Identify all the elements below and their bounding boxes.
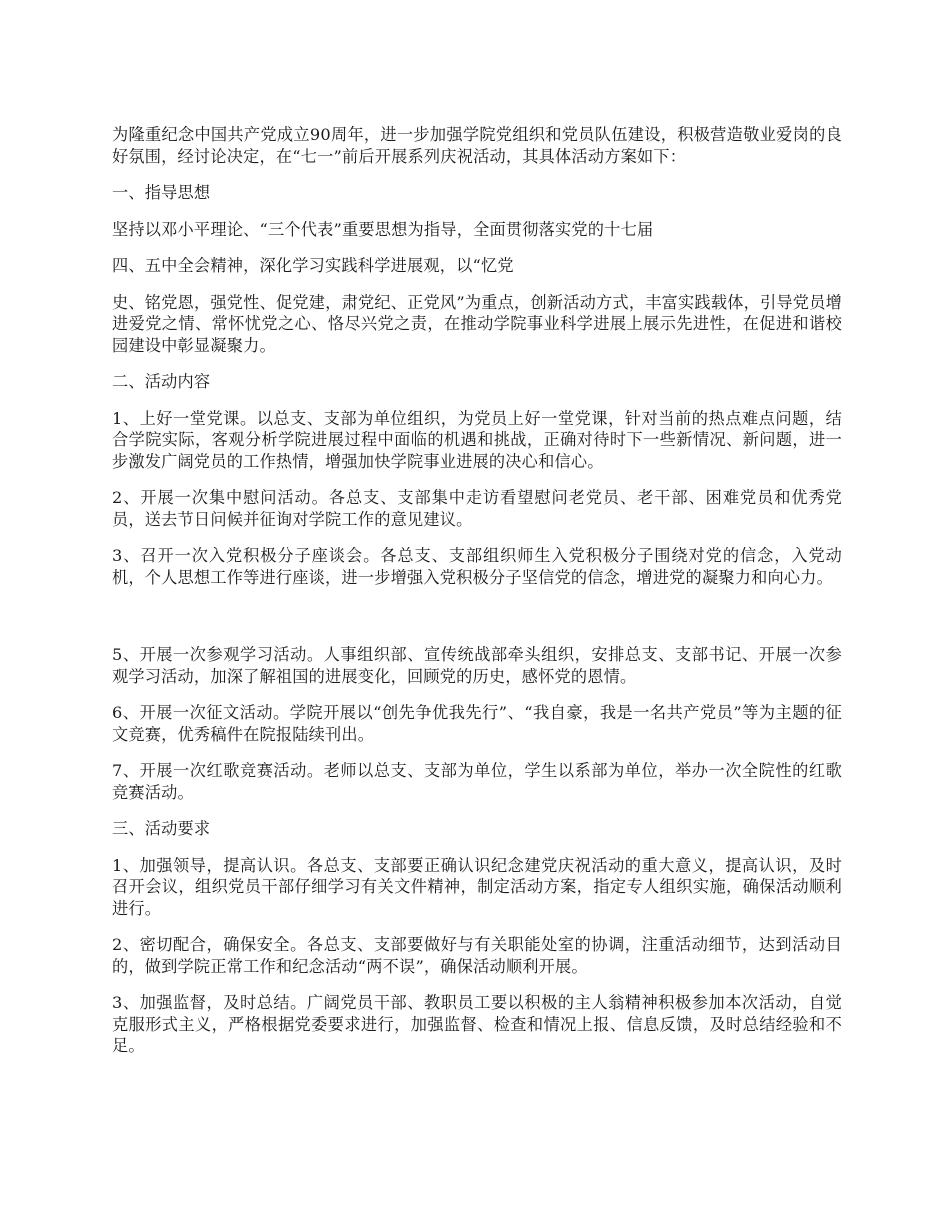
section-heading-activity-requirements: 三、活动要求	[112, 819, 211, 838]
document-body	[112, 124, 842, 1072]
list-item: 5、开展一次参观学习活动。人事组织部、宣传统战部牵头组织，安排总支、支部书记、开展一次参观学习活动，加深了解祖国的进展变化，回顾党的历史，感怀党的恩情。	[112, 645, 842, 686]
list-item: 1、上好一堂党课。以总支、支部为单位组织，为党员上好一堂党课，针对当前的热点难点问题，结合学院实际，客观分析学院进展过程中面临的机遇和挑战，正确对待时下一些新情况、新问题，进一步激发广阔党员的工作热情，增强加快学院事业进展的决心和信心。	[112, 408, 842, 471]
list-item: 2、开展一次集中慰问活动。各总支、支部集中走访看望慰问老党员、老干部、困难党员和优秀党员，送去节日问候并征询对学院工作的意见建议。	[112, 488, 842, 529]
list-item: 7、开展一次红歌竞赛活动。老师以总支、支部为单位，学生以系部为单位，举办一次全院性的红歌竞赛活动。	[112, 761, 842, 802]
list-item: 3、召开一次入党积极分子座谈会。各总支、支部组织师生入党积极分子围绕对党的信念，入党动机，个人思想工作等进行座谈，进一步增强入党积极分子坚信党的信念，增进党的凝聚力和向心力。	[112, 546, 842, 587]
section-heading-activity-content: 二、活动内容	[112, 372, 211, 391]
paragraph: 坚持以邓小平理论、“三个代表”重要思想为指导，全面贯彻落实党的十七届	[112, 219, 654, 239]
paragraph: 四、五中全会精神，深化学习实践科学进展观，以“忆党	[112, 256, 514, 275]
list-item: 1、加强领导，提高认识。各总支、支部要正确认识纪念建党庆祝活动的重大意义，提高认识，及时召开会议，组织党员干部仔细学习有关文件精神，制定活动方案，指定专人组织实施，确保活动顺利进行。	[112, 855, 842, 918]
list-item: 2、密切配合，确保安全。各总支、支部要做好与有关职能处室的协调，注重活动细节，达到活动目的，做到学院正常工作和纪念活动“两不误”，确保活动顺利开展。	[112, 935, 842, 976]
section-heading-guiding-ideology: 一、指导思想	[112, 183, 211, 202]
blank-gap	[112, 603, 842, 644]
intro-paragraph: 为隆重纪念中国共产党成立90周年，进一步加强学院党组织和党员队伍建设，积极营造敬业爱岗的良好氛围，经讨论决定，在“七一”前后开展系列庆祝活动，其具体活动方案如下：	[112, 125, 842, 166]
list-item: 6、开展一次征文活动。学院开展以“创先争优我先行”、“我自豪，我是一名共产党员”等为主题的征文竞赛，优秀稿件在院报陆续刊出。	[112, 703, 842, 744]
paragraph: 史、铭党恩，强党性、促党建，肃党纪、正党风”为重点，创新活动方式，丰富实践载体，引导党员增进爱党之情、常怀忧党之心、恪尽兴党之责，在推动学院事业科学进展上展示先进性，在促进和谐校园建设中彰显凝聚力。	[112, 292, 842, 355]
list-item: 3、加强监督，及时总结。广阔党员干部、教职员工要以积极的主人翁精神积极参加本次活动，自觉克服形式主义，严格根据党委要求进行，加强监督、检查和情况上报、信息反馈，及时总结经验和不足。	[112, 993, 842, 1055]
